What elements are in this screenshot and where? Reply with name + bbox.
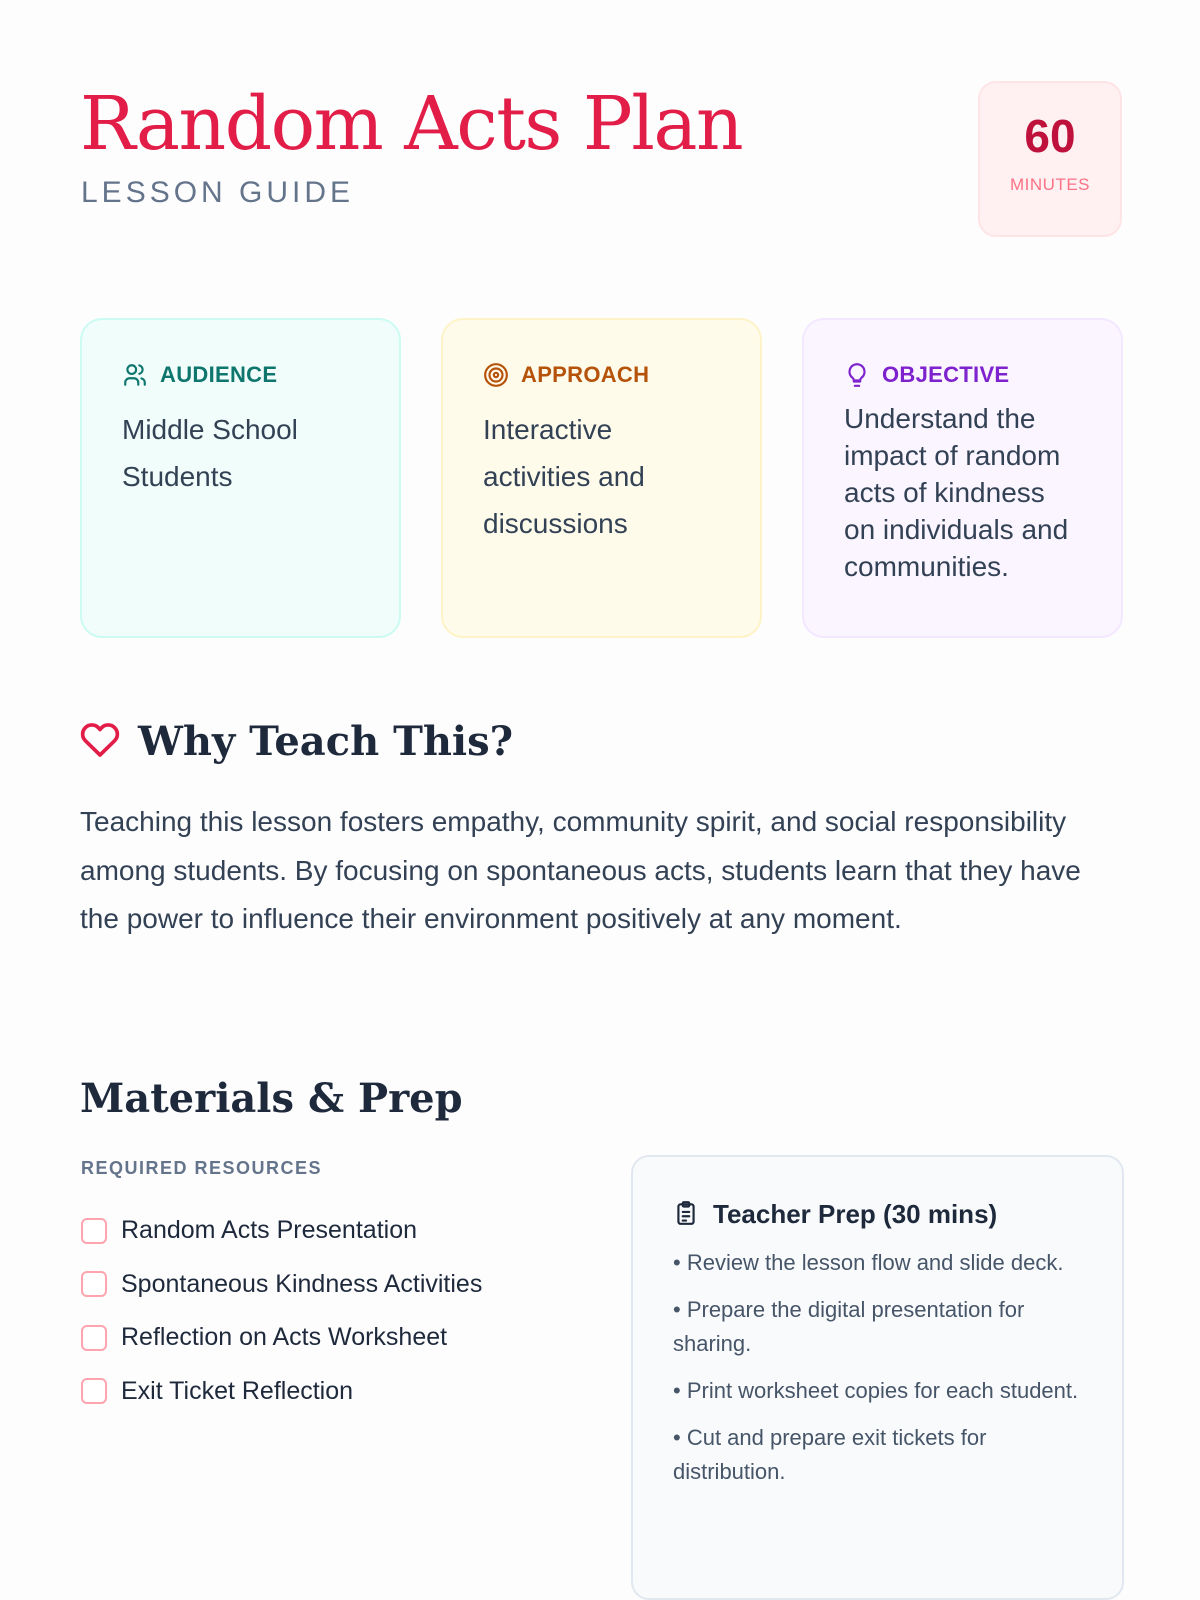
approach-card (441, 318, 762, 638)
list-item: • Prepare the digital presentation for sharing. (673, 1297, 1025, 1356)
list-item: • Cut and prepare exit tickets for distribution. (673, 1425, 987, 1484)
resource-label: Exit Ticket Reflection (121, 1376, 354, 1405)
teacher-prep-panel (631, 1155, 1124, 1600)
required-resources-label: REQUIRED RESOURCES (81, 1158, 323, 1178)
approach-text: Interactive activities and discussions (483, 414, 645, 539)
why-heading (80, 718, 513, 765)
target-icon (483, 362, 509, 388)
list-item (81, 1258, 482, 1312)
why-title: Why Teach This? (138, 718, 514, 765)
duration-unit: MINUTES (1010, 175, 1090, 194)
page-title: Random Acts Plan (80, 81, 743, 167)
objective-text: Understand the impact of random acts of kindness on individuals and communities. (844, 403, 1069, 582)
list-item: • Print worksheet copies for each student. (673, 1378, 1079, 1403)
prep-list (673, 1246, 1084, 1489)
resource-checkbox[interactable] (81, 1271, 107, 1297)
resource-checkbox[interactable] (81, 1378, 107, 1404)
list-item (81, 1311, 482, 1365)
audience-card (80, 318, 401, 638)
resources-list (81, 1204, 482, 1418)
resource-checkbox[interactable] (81, 1218, 107, 1244)
clipboard-icon (673, 1200, 699, 1230)
resource-label: Random Acts Presentation (121, 1216, 417, 1245)
list-item: • Review the lesson flow and slide deck. (673, 1250, 1064, 1275)
teacher-prep-title: Teacher Prep (30 mins) (713, 1199, 998, 1229)
objective-card (802, 318, 1123, 638)
resource-label: Spontaneous Kindness Activities (121, 1269, 483, 1298)
audience-label: AUDIENCE (160, 362, 278, 387)
resource-label: Reflection on Acts Worksheet (121, 1323, 448, 1352)
heart-icon (80, 720, 120, 764)
approach-label: APPROACH (521, 362, 650, 387)
audience-text: Middle School Students (122, 414, 298, 492)
objective-label: OBJECTIVE (882, 362, 1010, 387)
resource-checkbox[interactable] (81, 1325, 107, 1351)
lightbulb-icon (844, 362, 870, 388)
materials-title: Materials & Prep (80, 1075, 463, 1122)
users-icon (122, 362, 148, 388)
duration-badge (978, 81, 1122, 237)
duration-value: 60 (1024, 110, 1076, 162)
why-text: Teaching this lesson fosters empathy, community spirit, and social responsibility among students. By focusing on spontaneous acts, students learn that they have the power to influence their environment positively at any moment. (80, 806, 1081, 934)
page-subtitle: LESSON GUIDE (81, 176, 355, 209)
list-item (81, 1204, 482, 1258)
list-item (81, 1365, 482, 1419)
